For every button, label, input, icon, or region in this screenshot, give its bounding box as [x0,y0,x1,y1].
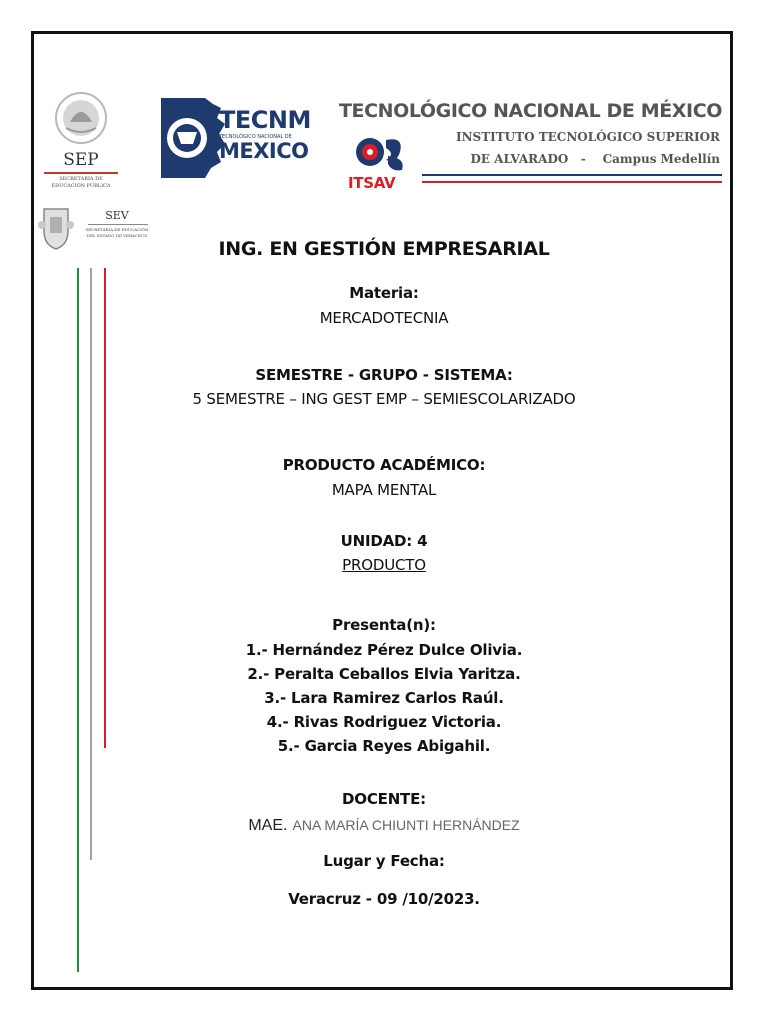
mexico-seal-icon [40,88,122,150]
header-rule-red [422,181,722,183]
tecnm-small-text: TECNOLÓGICO NACIONAL DE [219,134,292,140]
sev-subtitle-2: DEL ESTADO DE VERACRUZ [86,233,148,238]
unit-value-text: PRODUCTO [342,556,426,574]
place-date: Veracruz - 09 /10/2023. [288,890,480,908]
product-label: PRODUCTO ACADÉMICO: [282,456,486,474]
tecnm-word: TECNM [219,106,311,134]
tecnm-logo [157,94,329,182]
sev-subtitle-1: SECRETARÍA DE EDUCACIÓN [85,227,149,232]
sev-logo-text: SEV [105,209,129,222]
presenter-1: 1.- Hernández Pérez Dulce Olivia. [245,641,523,659]
presenters-label: Presenta(n): [332,616,436,634]
subject-value: MERCADOTECNIA [319,309,449,327]
teacher-line [0,815,768,835]
header-rule-navy [422,174,722,176]
presenter-5: 5.- Garcia Reyes Abigahil. [277,737,491,755]
institute-line-2-b: Campus Medellín [602,152,720,166]
itsav-emblem-icon [348,130,412,174]
teacher-label: DOCENTE: [342,790,426,808]
semester-label: SEMESTRE - GRUPO - SISTEMA: [255,366,513,384]
teacher-name: ANA MARÍA CHIUNTI HERNÁNDEZ [292,817,520,833]
itsav-text: ITSAV [348,174,396,192]
sev-underline [88,224,148,225]
tecnm-mexico: MEXICO [219,139,309,163]
sep-subtitle-1: SECRETARÍA DE [59,176,103,182]
unit-value [0,556,768,574]
teacher-title: MAE. [248,817,288,834]
semester-value: 5 SEMESTRE – ING GEST EMP – SEMIESCOLARIZADO [192,390,576,408]
institute-line-2-a: DE ALVARADO [470,152,569,166]
unit-label: UNIDAD: 4 [340,532,428,550]
sep-underline [44,172,118,174]
sep-logo [40,88,122,192]
career-title: ING. EN GESTIÓN EMPRESARIAL [218,238,550,260]
subject-label: Materia: [349,284,419,302]
product-value: MAPA MENTAL [331,481,437,499]
presenter-4: 4.- Rivas Rodriguez Victoria. [266,713,502,731]
institute-line-2-sep: - [580,152,586,166]
institute-line-1: INSTITUTO TECNOLÓGICO SUPERIOR [455,130,720,144]
presenter-2: 2.- Peralta Ceballos Elvia Yaritza. [247,665,521,683]
itsav-logo [348,130,412,194]
institute-line-2 [400,152,720,166]
sep-subtitle-2: EDUCACIÓN PÚBLICA [51,183,111,189]
sep-logo-text: SEP [63,150,99,170]
institution-title: TECNOLÓGICO NACIONAL DE MÉXICO [338,100,722,122]
place-label: Lugar y Fecha: [323,852,445,870]
presenter-3: 3.- Lara Ramirez Carlos Raúl. [264,689,504,707]
